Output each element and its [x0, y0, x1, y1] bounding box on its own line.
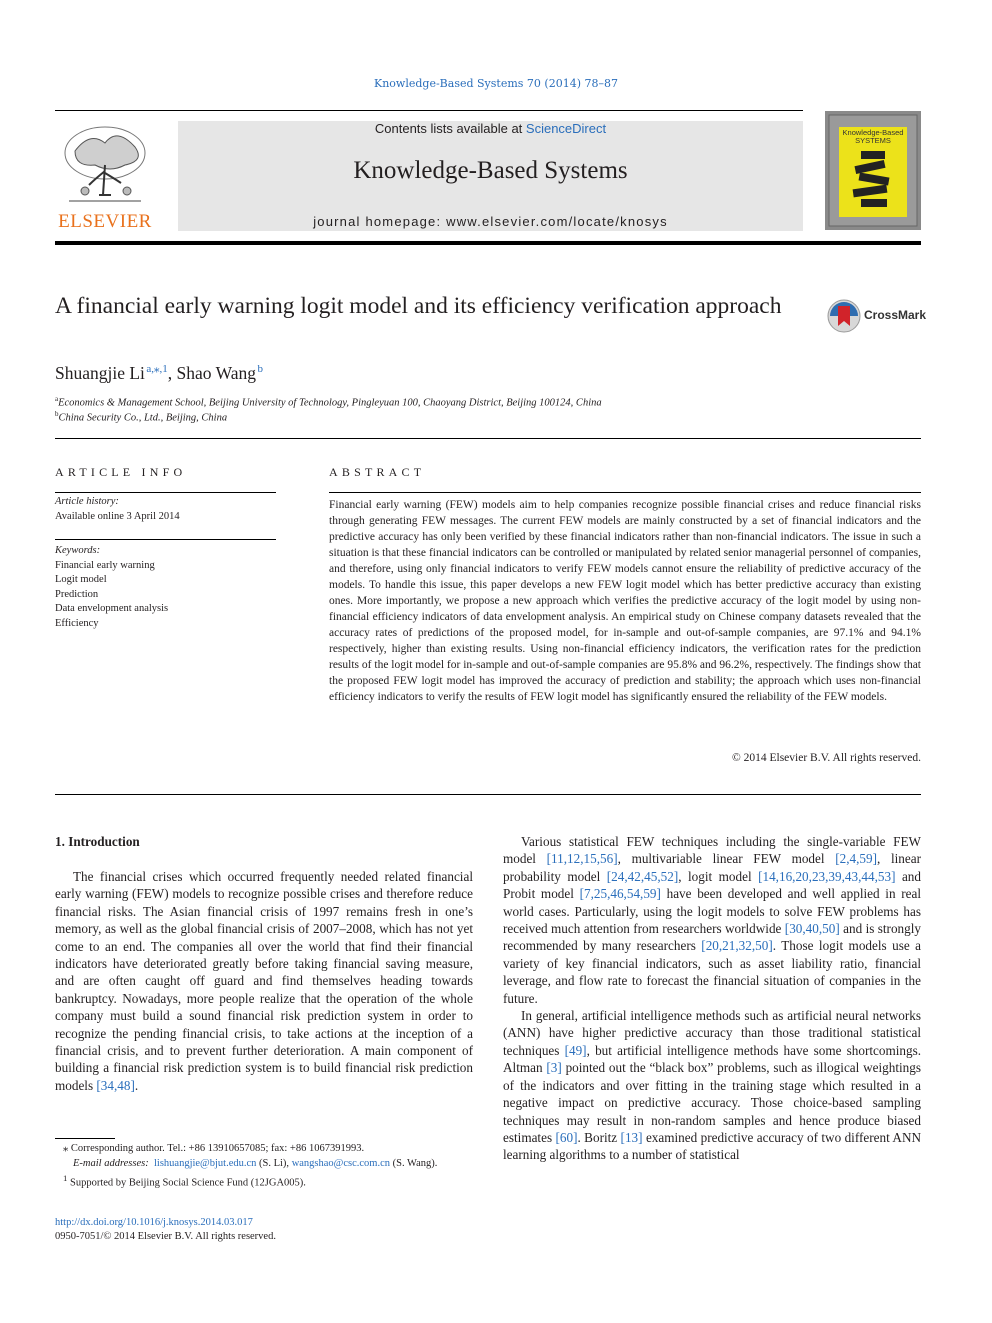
abstract-copyright: © 2014 Elsevier B.V. All rights reserved. — [732, 752, 921, 764]
crossmark-icon — [826, 298, 862, 334]
text-run: , multivariable linear FEW model — [617, 851, 836, 867]
text-run: and Probit model — [503, 868, 921, 902]
article-title: A financial early warning logit model and its efficiency verification approach — [55, 293, 782, 319]
header-top-rule — [55, 110, 803, 111]
affiliation-mark: b — [55, 410, 59, 418]
sciencedirect-link[interactable]: ScienceDirect — [525, 121, 607, 136]
journal-cover[interactable] — [825, 111, 921, 230]
crossmark-badge[interactable] — [826, 298, 926, 334]
tree-icon — [55, 121, 155, 209]
affiliation — [55, 410, 227, 424]
homepage-url[interactable]: www.elsevier.com/locate/knosys — [446, 214, 668, 229]
history-value: Available online 3 April 2014 — [55, 511, 180, 522]
paragraph — [503, 1007, 921, 1164]
footnotes — [55, 1141, 473, 1191]
email-link[interactable]: lishuangjie@bjut.edu.cn — [153, 1158, 257, 1169]
citation-link[interactable]: [11,12,15,56] — [546, 851, 618, 867]
citation-link[interactable]: [49] — [564, 1042, 587, 1058]
citation-link[interactable]: [20,21,32,50] — [701, 938, 773, 954]
text-run: The financial crises which occurred frequently needed related financial early warning (FEW) models to recognize possible crises and therefore reduce financial risks. The Asian financial crisis of 1997 remains fresh in one’s memory, as well as the global financial crisis of 2007–2008, which has not yet come to an end. The companies all over the world that find their financial indicators have deteriorated greatly before taking financial saving measure, and are often caught off guard and find themselves heading towards bankruptcy. Nowadays, more people realize that the operation of the whole company must build a sound financial risk prediction system in order to recognize the pending financial crisis, to take actions at the inception of a financial crisis, and to prevent further deterioration. A main component of building a financial risk prediction system is to build financial risk prediction models — [55, 869, 473, 1093]
citation-link[interactable]: [14,16,20,23,39,43,44,53] — [758, 868, 896, 884]
paragraph — [55, 868, 473, 1094]
text-run: . Those logit models use a variety of key financial indicators, such as asset liability ratio, financial leverage, and flow rate to forecast the financial situation of companies in the future. — [503, 938, 921, 1006]
cover-title-line1: Knowledge-Based — [842, 128, 904, 137]
text-run: , linear probability model — [503, 851, 921, 884]
author-marks[interactable]: b — [257, 363, 263, 375]
doi-link[interactable]: http://dx.doi.org/10.1016/j.knosys.2014.03.017 — [55, 1217, 253, 1228]
text-run: pointed out the “black box” problems, such as illogical weightings of the indicators and over fitting in the training stage which resulted in a negative impact on predictive accuracy. Those choice-based sampling techniques may result in non-random samples and hence produce biased estimates — [503, 1060, 921, 1145]
author-list — [55, 362, 263, 384]
header-bottom-rule — [55, 241, 921, 245]
footnote-corresponding: ⁎ Corresponding author. Tel.: +86 13910657085; fax: +86 1067391993. — [63, 1143, 365, 1154]
footnote-fund-text: Supported by Beijing Social Science Fund (12JGA005). — [67, 1177, 306, 1189]
cover-title-line2: SYSTEMS — [855, 136, 891, 145]
divider — [55, 539, 276, 540]
affiliation-text: Economics & Management School, Beijing University of Technology, Pingleyuan 100, Chaoyang District, Beijing 100124, China — [58, 397, 602, 409]
text-run: have been developed and well applied in real world cases. Particularly, using the logit models to solve FEW problems has received much attention from researchers worldwide — [503, 886, 921, 937]
footnote-emails — [55, 1156, 473, 1171]
text-run: In general, artificial intelligence methods such as artificial neural networks (ANN) have higher predictive accuracy than those traditional statistical techniques — [503, 1008, 921, 1058]
divider — [55, 438, 921, 439]
journal-masthead — [178, 121, 803, 231]
author-name: Shao Wang — [176, 362, 256, 383]
text-run: examined predictive accuracy of two different ANN learning algorithms to a number of statistical — [503, 1129, 921, 1163]
divider — [55, 794, 921, 795]
affiliation — [55, 395, 602, 409]
footnote-funding — [55, 1171, 473, 1191]
email-link[interactable]: wangshao@csc.com.cn — [291, 1158, 390, 1169]
citation-link[interactable]: [30,40,50] — [784, 921, 840, 937]
citation-link[interactable]: [2,4,59] — [835, 851, 877, 867]
text-run: , but artificial intelligence methods have some shortcomings. Altman — [503, 1042, 921, 1076]
citation-link[interactable]: [60] — [555, 1129, 578, 1145]
divider — [329, 492, 921, 493]
affiliation-mark: a — [55, 395, 59, 403]
elsevier-wordmark: ELSEVIER — [58, 211, 152, 232]
email-owner: (S. Wang). — [390, 1158, 438, 1169]
paragraph — [503, 833, 921, 1007]
contents-availability — [178, 121, 803, 136]
text-run: Various statistical FEW techniques including the single-variable FEW model — [503, 834, 921, 867]
citation-link[interactable]: [13] — [620, 1129, 643, 1145]
citation-link[interactable]: [34,48] — [96, 1077, 135, 1093]
keyword: Data envelopment analysis — [55, 603, 169, 615]
journal-cover-image — [825, 111, 921, 230]
author-marks[interactable]: a,⁎,1 — [146, 363, 168, 375]
citation-link[interactable]: [3] — [546, 1060, 562, 1076]
journal-reference[interactable]: Knowledge-Based Systems 70 (2014) 78–87 — [374, 77, 618, 90]
body-column-right — [503, 833, 921, 1164]
history-label: Article history: — [55, 496, 119, 507]
text-run: , logit model — [678, 868, 759, 884]
affiliation-text: China Security Co., Ltd., Beijing, China — [58, 412, 228, 424]
author-separator: , — [167, 362, 177, 383]
keyword: Logit model — [55, 574, 107, 586]
keyword: Prediction — [55, 588, 99, 600]
abstract-heading: ABSTRACT — [329, 465, 426, 479]
divider — [55, 492, 276, 493]
keyword: Financial early warning — [55, 560, 155, 571]
body-column-left — [55, 868, 473, 1094]
journal-title: Knowledge-Based Systems — [353, 157, 628, 184]
text-run: . — [134, 1077, 139, 1093]
citation-link[interactable]: [7,25,46,54,59] — [579, 886, 661, 902]
abstract-text: Financial early warning (FEW) models aim to help companies recognize possible financial crises and reduce financial risks through generating FEW messages. The current FEW models are mainly constructed by a set of financial indicators and the predictive accuracy has only been verified by these financial indicators rather than non-financial indicators. The issue in such a situation is that these financial indicators can be controlled or manipulated by related senior managerial personnel of companies, and therefore, using only financial indicators to verify FEW models cannot ensure the reliability of predictive accuracy of the models. To handle this issue, this paper develops a new FEW logit model which has better predictive accuracy than existing ones. More importantly, we propose a new approach which verifies the predictive accuracy of the logit model by using non-financial efficiency indicators of data envelopment analysis. An empirical study on Chinese company datasets revealed that the accuracy rates of predictions of the proposed model, for in-sample and out-of-sample companies, are 97.1% and 94.1% respectively, higher than existing results. Using non-financial efficiency indicators, the verification rates for the prediction results of the logit model for in-sample and out-of-sample companies are 95.8% and 96.2%, respectively. The findings show that the proposed FEW logit model has improved the accuracy of prediction and stability; the approach which uses non-financial efficiency indicators to verify the results of FEW logit model has significantly ensured the reliability of the FEW models. — [329, 499, 921, 703]
keywords-list — [55, 559, 168, 631]
section-heading: 1. Introduction — [55, 834, 140, 849]
homepage-prefix: journal homepage: — [313, 214, 447, 229]
keyword: Efficiency — [55, 617, 99, 629]
email-owner: (S. Li), — [256, 1158, 292, 1169]
footnote-mark: 1 — [63, 1173, 68, 1183]
text-run: . Boritz — [577, 1129, 621, 1145]
footnote-rule — [55, 1138, 115, 1139]
journal-homepage — [178, 214, 803, 229]
keywords-label: Keywords: — [55, 545, 101, 556]
citation-link[interactable]: [24,42,45,52] — [606, 868, 679, 884]
article-info-heading: ARTICLE INFO — [55, 465, 187, 479]
issn-copyright: 0950-7051/© 2014 Elsevier B.V. All rights reserved. — [55, 1231, 276, 1242]
email-label: E-mail addresses: — [73, 1158, 149, 1169]
text-run: and is strongly recommended by many researchers — [503, 921, 921, 954]
author-name: Shuangjie Li — [55, 362, 145, 383]
contents-prefix: Contents lists available at — [374, 121, 526, 136]
crossmark-label: CrossMark — [864, 308, 927, 322]
